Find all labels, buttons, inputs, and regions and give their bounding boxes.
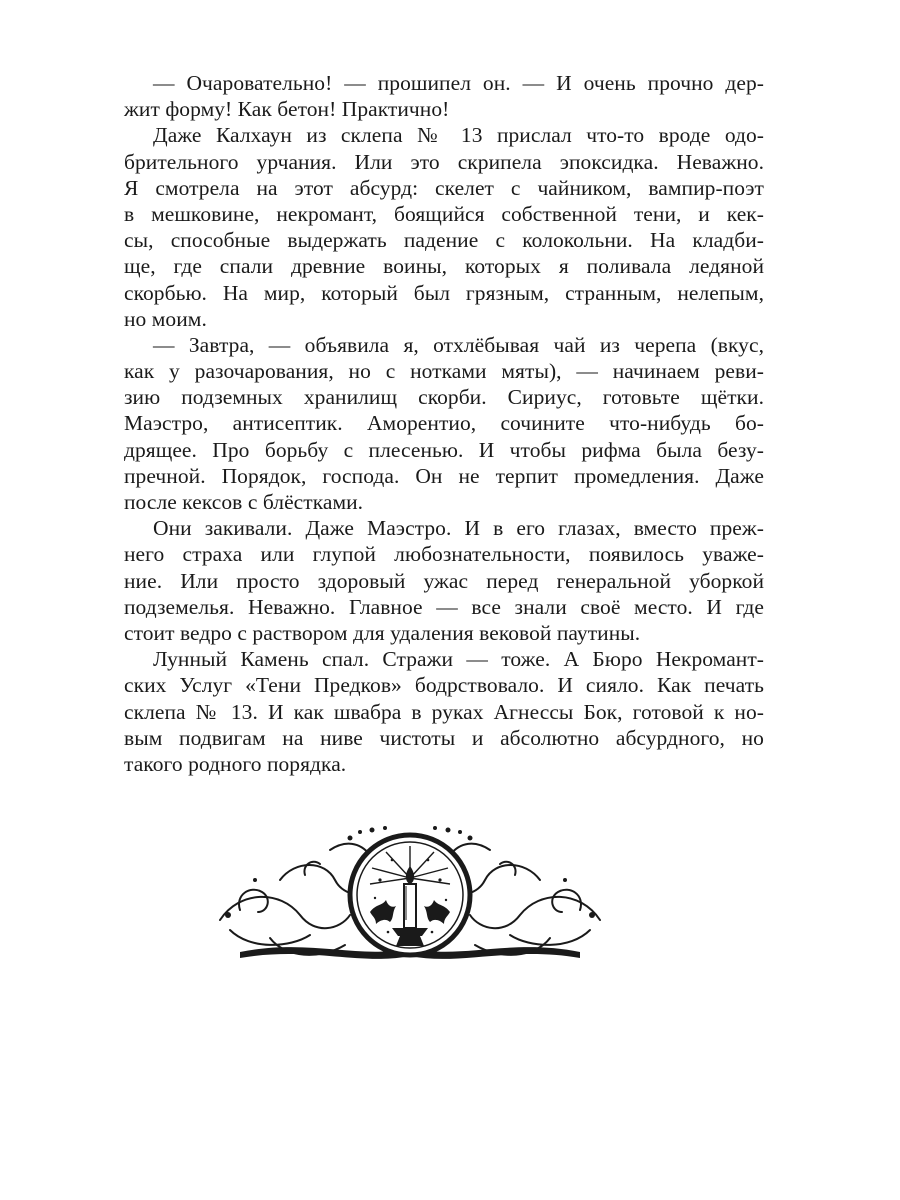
text-line: пречной. Порядок, господа. Он не терпит промедления. Даже bbox=[124, 463, 764, 488]
text-line: — Очаровательно! — прошипел он. — И очень прочно дер- bbox=[153, 71, 764, 95]
text-line: зию подземных хранилищ скорби. Сириус, готовьте щётки. bbox=[124, 385, 764, 410]
text-line: скорбью. На мир, который был грязным, странным, нелепым, bbox=[124, 280, 764, 305]
text-line: вым подвигам на ниве чистоты и абсолютно абсурдного, но bbox=[124, 725, 764, 750]
text-line: Маэстро, антисептик. Аморентио, сочините что-нибудь бо- bbox=[124, 411, 764, 436]
text-line: подземелья. Неважно. Главное — все знали своё место. И где bbox=[124, 594, 764, 619]
text-line: него страха или глупой любознательности, появилось уваже- bbox=[124, 542, 764, 567]
text-line: склепа № 13. И как швабра в руках Агнессы Бок, готовой к но- bbox=[124, 699, 764, 724]
candle-bats-vignette-icon bbox=[210, 820, 610, 970]
text-line: в мешковине, некромант, боящийся собственной тени, и кек- bbox=[124, 201, 764, 226]
text-line: ние. Или просто здоровый ужас перед генеральной уборкой bbox=[124, 568, 764, 593]
text-line: дрящее. Про борьбу с плесенью. И чтобы рифма была безу- bbox=[124, 437, 764, 462]
text-line: как у разочарования, но с нотками мяты), — начинаем реви- bbox=[124, 359, 764, 384]
text-line: жит форму! Как бетон! Практично! bbox=[124, 97, 450, 122]
text-line: ще, где спали древние воины, которых я поливала ледяной bbox=[124, 254, 764, 279]
text-line: сы, способные выдержать падение с колокольни. На кладби- bbox=[124, 228, 764, 253]
text-line: после кексов с блёстками. bbox=[124, 490, 364, 514]
text-line: Я смотрела на этот абсурд: скелет с чайником, вампир-поэт bbox=[124, 175, 764, 200]
text-line: Даже Калхаун из склепа № 13 прислал что-то вроде одо- bbox=[153, 123, 764, 148]
text-line: Лунный Камень спал. Стражи — тоже. А Бюро Некромант- bbox=[153, 647, 764, 672]
text-line: Они закивали. Даже Маэстро. И в его глазах, вместо преж- bbox=[153, 516, 764, 541]
text-line: но моим. bbox=[124, 306, 207, 331]
text-line: — Завтра, — объявила я, отхлёбывая чай из черепа (вкус, bbox=[153, 332, 764, 357]
text-line: брительного урчания. Или это скрипела эпоксидка. Неважно. bbox=[124, 149, 764, 174]
text-line: стоит ведро с раствором для удаления вековой паутины. bbox=[124, 620, 641, 645]
text-line: ских Услуг «Тени Предков» бодрствовало. И сияло. Как печать bbox=[124, 673, 764, 698]
page-text bbox=[124, 70, 764, 777]
text-line: такого родного порядка. bbox=[124, 751, 347, 776]
